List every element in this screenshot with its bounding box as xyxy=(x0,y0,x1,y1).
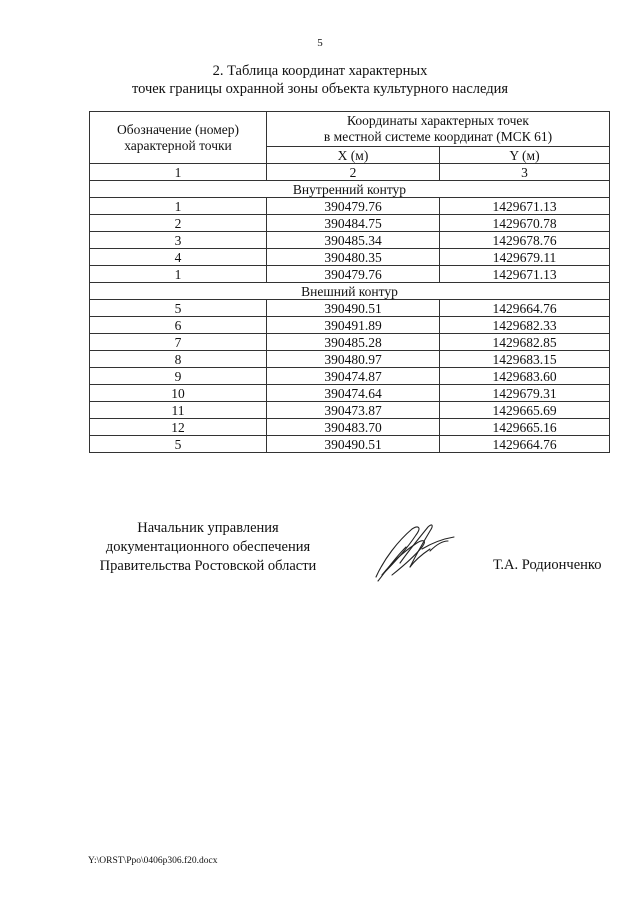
y-coordinate-cell: 1429664.76 xyxy=(440,436,610,453)
x-coordinate-cell: 390480.97 xyxy=(267,351,440,368)
point-number-cell: 5 xyxy=(90,300,267,317)
table-row xyxy=(90,351,610,368)
x-coordinate-cell: 390490.51 xyxy=(267,300,440,317)
y-coordinate-cell: 1429665.16 xyxy=(440,419,610,436)
contour-section-row xyxy=(90,181,610,198)
y-coordinate-cell: 1429683.15 xyxy=(440,351,610,368)
column-number: 3 xyxy=(440,164,610,181)
page-number: 5 xyxy=(317,37,323,49)
signer-position-line-3: Правительства Ростовской области xyxy=(99,558,317,574)
coordinates-table xyxy=(89,111,610,453)
table-title-line-1: 2. Таблица координат характерных xyxy=(212,63,428,79)
x-coordinate-cell: 390480.35 xyxy=(267,249,440,266)
designation-header-line-2: характерной точки xyxy=(124,137,232,153)
point-number-cell: 11 xyxy=(90,402,267,419)
table-row xyxy=(90,368,610,385)
point-number-cell: 5 xyxy=(90,436,267,453)
y-coordinate-cell: 1429670.78 xyxy=(440,215,610,232)
point-number-cell: 4 xyxy=(90,249,267,266)
table-row xyxy=(90,249,610,266)
contour-section-label: Внутренний контур xyxy=(90,181,610,198)
x-coordinate-cell: 390483.70 xyxy=(267,419,440,436)
y-coordinate-cell: 1429664.76 xyxy=(440,300,610,317)
y-coordinate-cell: 1429683.60 xyxy=(440,368,610,385)
x-coordinate-cell: 390479.76 xyxy=(267,266,440,283)
x-coordinate-cell: 390474.64 xyxy=(267,385,440,402)
point-number-cell: 3 xyxy=(90,232,267,249)
point-number-cell: 12 xyxy=(90,419,267,436)
column-number-row xyxy=(90,164,610,181)
x-coordinate-cell: 390485.34 xyxy=(267,232,440,249)
contour-section-label: Внешний контур xyxy=(90,283,610,300)
point-number-cell: 8 xyxy=(90,351,267,368)
x-coordinate-cell: 390473.87 xyxy=(267,402,440,419)
coordinates-header xyxy=(267,112,610,147)
table-row xyxy=(90,402,610,419)
footer-file-path: Y:\ORST\Ppo\0406p306.f20.docx xyxy=(88,856,218,866)
y-coordinate-cell: 1429671.13 xyxy=(440,198,610,215)
signer-name: Т.А. Родионченко xyxy=(493,557,602,573)
table-row xyxy=(90,266,610,283)
y-coordinate-cell: 1429678.76 xyxy=(440,232,610,249)
y-coordinate-cell: 1429682.33 xyxy=(440,317,610,334)
designation-header-line-1: Обозначение (номер) xyxy=(117,121,239,137)
table-row xyxy=(90,317,610,334)
table-row xyxy=(90,436,610,453)
signer-position-line-1: Начальник управления xyxy=(137,520,279,536)
table-header-row xyxy=(90,112,610,147)
y-coordinate-cell: 1429665.69 xyxy=(440,402,610,419)
point-number-cell: 9 xyxy=(90,368,267,385)
point-number-cell: 1 xyxy=(90,266,267,283)
column-number: 2 xyxy=(267,164,440,181)
x-coordinate-cell: 390490.51 xyxy=(267,436,440,453)
table-title-line-2: точек границы охранной зоны объекта культурного наследия xyxy=(131,81,509,97)
point-number-cell: 10 xyxy=(90,385,267,402)
coordinates-header-line-1: Координаты характерных точек xyxy=(347,113,529,128)
coordinates-header-line-2: в местной системе координат (МСК 61) xyxy=(323,129,553,144)
contour-section-row xyxy=(90,283,610,300)
table-row xyxy=(90,232,610,249)
table-title xyxy=(0,62,640,98)
table-row xyxy=(90,419,610,436)
y-coordinate-cell: 1429671.13 xyxy=(440,266,610,283)
y-coordinate-cell: 1429682.85 xyxy=(440,334,610,351)
x-column-header: X (м) xyxy=(267,147,440,164)
point-number-cell: 6 xyxy=(90,317,267,334)
x-coordinate-cell: 390485.28 xyxy=(267,334,440,351)
y-coordinate-cell: 1429679.31 xyxy=(440,385,610,402)
signature-block xyxy=(88,519,328,576)
table-row xyxy=(90,385,610,402)
x-coordinate-cell: 390491.89 xyxy=(267,317,440,334)
x-coordinate-cell: 390474.87 xyxy=(267,368,440,385)
y-coordinate-cell: 1429679.11 xyxy=(440,249,610,266)
handwritten-signature xyxy=(372,519,458,583)
point-number-cell: 7 xyxy=(90,334,267,351)
point-number-cell: 1 xyxy=(90,198,267,215)
column-number: 1 xyxy=(90,164,267,181)
signer-position-line-2: документационного обеспечения xyxy=(105,539,311,555)
designation-header xyxy=(90,112,267,164)
table-row xyxy=(90,300,610,317)
table-row xyxy=(90,198,610,215)
point-number-cell: 2 xyxy=(90,215,267,232)
x-coordinate-cell: 390479.76 xyxy=(267,198,440,215)
table-row xyxy=(90,215,610,232)
x-coordinate-cell: 390484.75 xyxy=(267,215,440,232)
y-column-header: Y (м) xyxy=(440,147,610,164)
table-row xyxy=(90,334,610,351)
